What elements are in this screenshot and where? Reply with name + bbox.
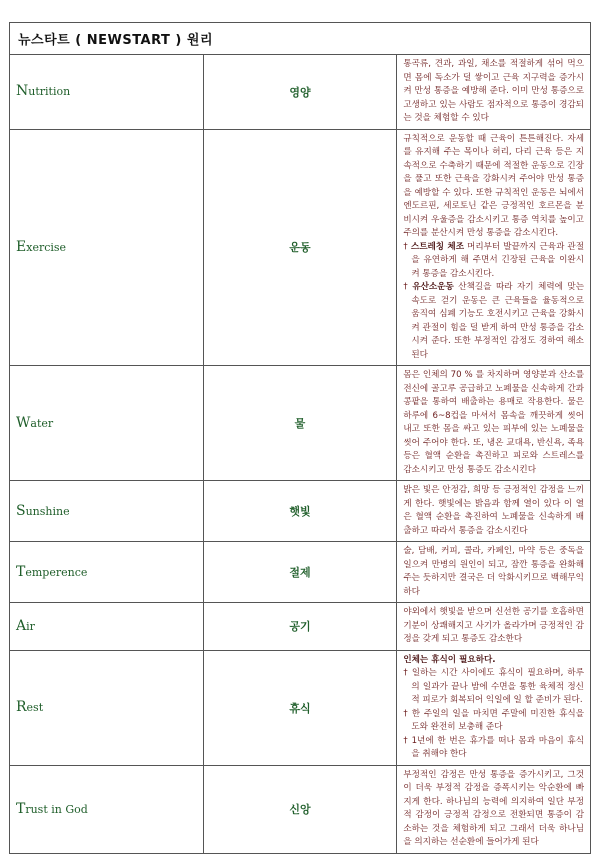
row-description bbox=[397, 55, 591, 130]
name-rest: unshine bbox=[25, 504, 70, 518]
description-text: 규칙적으로 운동할 때 근육이 튼튼해진다. 자세를 유지해 주는 목이나 허리, 다리 근육 등은 지속적으로 수축하기 때문에 적절한 운동으로 긴장을 풀고 또한 근육을 강화시켜 주어야 만성 통증을 예방할 수 있다. 또한 규칙적인 운동은 뇌에서 엔도르핀, 세로토닌 같은 긍정적인 호르몬을 분비시켜 우울증을 감소시키고 통증 역치를 높이고 주의를 분산시켜 만성 통증을 감소시킨다. bbox=[403, 133, 584, 238]
name-rest: emperence bbox=[25, 565, 88, 579]
list-item bbox=[403, 667, 584, 708]
table-title: 뉴스타트 ( NEWSTART ) 원리 bbox=[10, 23, 591, 55]
row-korean-label: 햇빛 bbox=[203, 481, 397, 542]
list-item bbox=[403, 241, 584, 282]
row-water bbox=[10, 366, 591, 481]
row-korean-label: 운동 bbox=[203, 129, 397, 366]
description-text: 몸은 인체의 70 % 를 차지하며 영양분과 산소를 전신에 골고루 공급하고 노폐물을 신속하게 간과 콩팥을 통하여 배출하는 용매로 작용한다. 물은 하루에 6~8컵을 마셔서 몸속을 깨끗하게 씻어 내고 또한 몸을 싸고 있는 피부에 있는 노폐물을 씻어 주어야 한다. 또, 냉온 교대욕, 반신욕, 족욕 등은 혈액 순환을 촉진하고 피로와 스트레스를 감소시키고 만성 통증도 감소시킨다 bbox=[403, 370, 584, 475]
description-text: 야외에서 햇빛을 받으며 신선한 공기를 호흡하면 기분이 상쾌해지고 사기가 올라가며 긍정적인 감정을 갖게 되고 통증도 감소한다 bbox=[403, 607, 584, 644]
name-rest: ir bbox=[26, 619, 35, 633]
row-rest bbox=[10, 650, 591, 765]
row-korean-label: 물 bbox=[203, 366, 397, 481]
bullet-icon: † bbox=[403, 735, 409, 746]
row-name bbox=[10, 650, 204, 765]
name-rest: utrition bbox=[28, 85, 71, 99]
row-name bbox=[10, 129, 204, 366]
row-temperance bbox=[10, 542, 591, 603]
list-item bbox=[403, 735, 584, 762]
row-name bbox=[10, 481, 204, 542]
row-description bbox=[397, 650, 591, 765]
bullet-icon: † bbox=[403, 668, 409, 678]
row-name bbox=[10, 366, 204, 481]
description-lead: 인체는 휴식이 필요하다. bbox=[403, 654, 496, 665]
name-initial: R bbox=[16, 699, 27, 715]
row-trust-in-god bbox=[10, 765, 591, 853]
item-text: 일하는 시간 사이에도 휴식이 필요하며, 하루의 일과가 끝나 밤에 수면을 통한 육체적 정신적 피로가 회복되어 익일에 일 할 준비가 된다. bbox=[411, 668, 584, 705]
row-description bbox=[397, 129, 591, 366]
row-name bbox=[10, 542, 204, 603]
bullet-icon: † bbox=[403, 282, 410, 292]
row-air bbox=[10, 603, 591, 651]
description-text: 부정적인 감정은 만성 통증을 증가시키고, 그것이 더욱 부정적 감정을 증폭시키는 악순환에 빠지게 한다. 하나님의 능력에 의지하여 일단 부정적 감정이 긍정적 감정으로 전환되면 통증이 감소하는 것을 체험하게 되고 그래서 더욱 하나님을 의지하는 선순환에 들어가게 된다 bbox=[403, 769, 584, 847]
name-initial: T bbox=[16, 800, 26, 817]
bullet-icon: † bbox=[403, 708, 409, 719]
row-description bbox=[397, 603, 591, 651]
row-description bbox=[397, 481, 591, 542]
row-description bbox=[397, 765, 591, 853]
row-nutrition bbox=[10, 55, 591, 130]
bullet-icon: † bbox=[403, 241, 408, 252]
item-text: 1년에 한 번은 휴가를 떠나 몸과 마음이 휴식을 취해야 한다 bbox=[411, 735, 585, 759]
row-korean-label: 공기 bbox=[203, 603, 397, 651]
description-text: 통곡류, 견과, 과일, 채소를 적절하게 섞어 먹으면 몸에 독소가 덜 쌓이고 근육 지구력을 증가시켜 만성 통증을 예방해 준다. 이미 만성 통증으로 고생하고 있는 사람도 점자적으로 통증이 경감되는 것을 체험할 수 있다 bbox=[403, 59, 584, 123]
row-korean-label: 휴식 bbox=[203, 650, 397, 765]
item-text: 머리부터 발끝까지 근육과 관절을 유연하게 해 주면서 긴장된 근육을 이완시켜 통증을 감소시킨다. bbox=[411, 241, 585, 279]
name-initial: S bbox=[16, 502, 26, 519]
row-name bbox=[10, 765, 204, 853]
description-text: 술, 담배, 커피, 콜라, 카페인, 마약 등은 중독을 일으켜 만병의 원인이 되고, 잠깐 통증을 완화해 주는 듯하지만 결국은 더 악화시키므로 백해무익하다 bbox=[403, 546, 584, 597]
newstart-table bbox=[9, 22, 591, 854]
item-text: 한 주일의 일을 마치면 주말에 미진한 휴식을 도와 완전히 보충해 준다 bbox=[411, 708, 585, 732]
name-rest: rust in God bbox=[25, 802, 88, 816]
row-korean-label: 영양 bbox=[203, 55, 397, 130]
item-heading: 유산소운동 bbox=[412, 282, 454, 292]
row-exercise bbox=[10, 129, 591, 366]
row-korean-label: 절제 bbox=[203, 542, 397, 603]
list-item bbox=[403, 281, 584, 362]
row-name bbox=[10, 603, 204, 651]
name-rest: xercise bbox=[26, 240, 67, 254]
item-text: 산책길을 따라 자기 체력에 맞는 속도로 걷기 운동은 큰 근육들을 율동적으로 움직여 심폐 기능도 호전시키고 근육을 강화시켜 관절이 힘을 덜 받게 하여 만성 통증을 감소시켜 준다. 또한 부정적인 감정도 경하여 해소된다 bbox=[411, 282, 584, 360]
item-heading: 스트레칭 체조 bbox=[410, 241, 464, 252]
row-name bbox=[10, 55, 204, 130]
row-korean-label: 신앙 bbox=[203, 765, 397, 853]
name-initial: E bbox=[16, 238, 27, 255]
list-item bbox=[403, 708, 584, 735]
name-initial: A bbox=[16, 617, 27, 634]
name-rest: ater bbox=[30, 416, 54, 430]
name-initial: T bbox=[16, 563, 26, 580]
row-description bbox=[397, 366, 591, 481]
row-sunshine bbox=[10, 481, 591, 542]
name-rest: est bbox=[26, 701, 44, 714]
name-initial: W bbox=[16, 414, 31, 431]
row-description bbox=[397, 542, 591, 603]
description-text: 밝은 빛은 안정감, 희망 등 긍정적인 감정을 느끼게 한다. 햇빛에는 밝음과 함께 열이 있다 이 열은 혈액 순환을 촉진하여 노폐물을 신속하게 배출하고 따라서 통증을 감소시킨다 bbox=[403, 485, 584, 536]
name-initial: N bbox=[16, 83, 29, 100]
